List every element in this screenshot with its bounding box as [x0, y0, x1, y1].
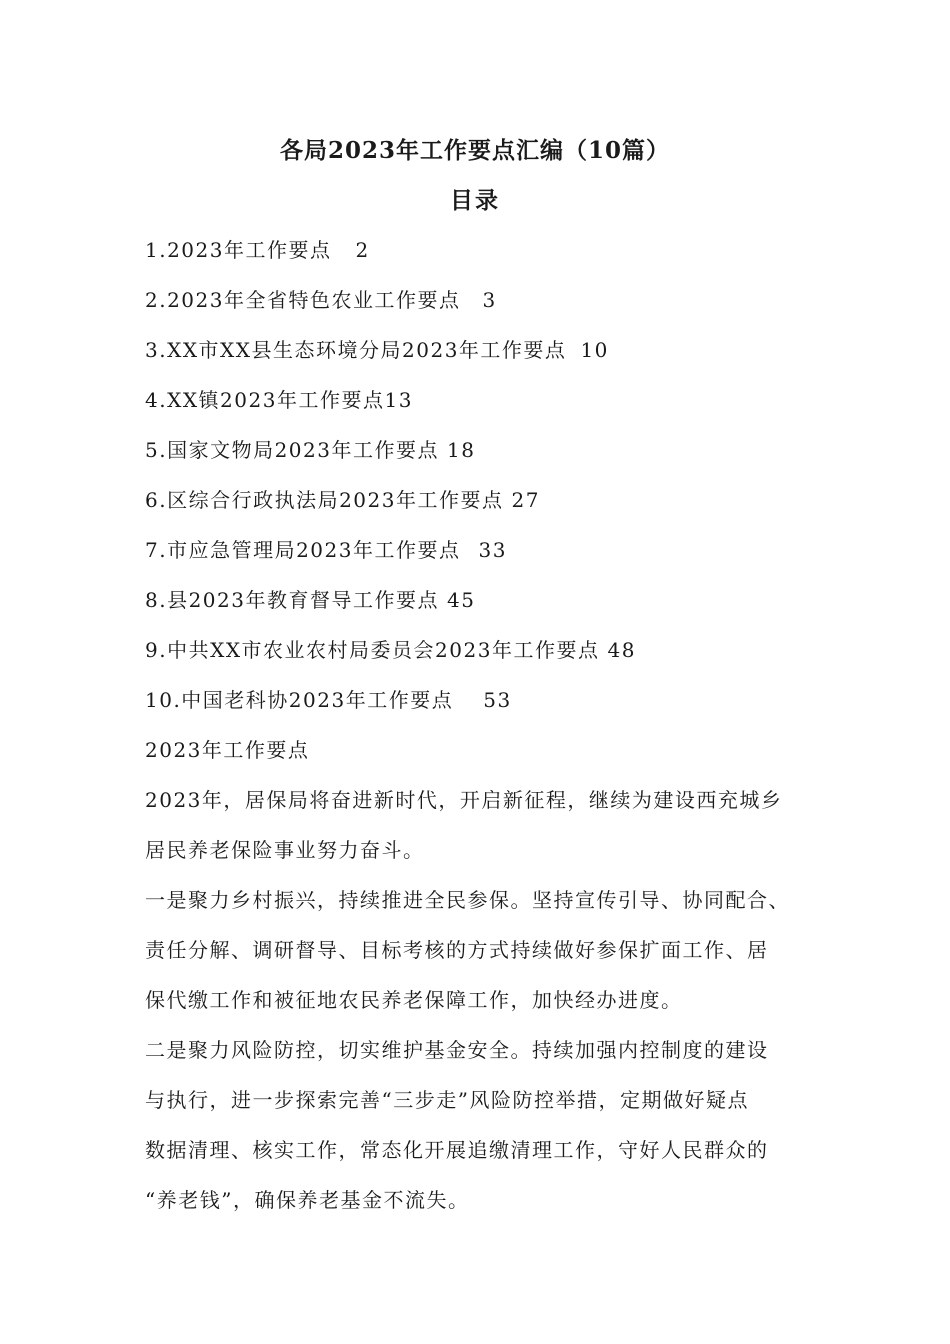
toc-item-label: 9.中共XX市农业农村局委员会2023年工作要点	[145, 638, 600, 662]
paragraph-line: 与执行，进一步探索完善“三步走”风险防控举措，定期做好疑点	[145, 1088, 749, 1112]
toc-item[interactable]	[145, 530, 835, 580]
paragraph-line: 责任分解、调研督导、目标考核的方式持续做好参保扩面工作、居	[145, 938, 769, 962]
toc-item-page: 13	[384, 388, 413, 412]
document-body	[145, 230, 835, 1230]
toc-item-label: 8.县2023年教育督导工作要点	[145, 588, 439, 612]
toc-item[interactable]	[145, 380, 835, 430]
toc-item[interactable]	[145, 280, 835, 330]
toc-item[interactable]	[145, 230, 835, 280]
toc-item[interactable]	[145, 480, 835, 530]
paragraph-line: 二是聚力风险防控，切实维护基金安全。持续加强内控制度的建设	[145, 1038, 769, 1062]
paragraph-line: 居民养老保险事业努力奋斗。	[145, 838, 425, 862]
toc-item[interactable]	[145, 680, 835, 730]
toc-item-page: 53	[483, 688, 512, 712]
toc-heading: 目录	[450, 187, 500, 214]
toc-item-label: 6.区综合行政执法局2023年工作要点	[145, 488, 504, 512]
paragraph	[145, 780, 835, 880]
toc-item-page: 45	[446, 588, 476, 612]
paragraph	[145, 880, 835, 1030]
toc-item[interactable]	[145, 630, 835, 680]
toc-item-page: 33	[478, 538, 507, 562]
document-title: 各局2023年工作要点汇编（10篇）	[279, 137, 671, 164]
section-title: 2023年工作要点	[145, 738, 310, 762]
toc-item-page: 18	[446, 438, 476, 462]
toc-item-page: 2	[355, 238, 370, 262]
paragraph	[145, 1030, 835, 1230]
toc-item-page: 48	[607, 638, 636, 662]
toc-item[interactable]	[145, 330, 835, 380]
toc-item-page: 3	[482, 288, 497, 312]
paragraph-line: “养老钱”，确保养老基金不流失。	[145, 1188, 470, 1212]
paragraph-line: 保代缴工作和被征地农民养老保障工作，加快经办进度。	[145, 988, 683, 1012]
toc-item-label: 2.2023年全省特色农业工作要点	[145, 288, 461, 312]
paragraph-line: 数据清理、核实工作，常态化开展追缴清理工作，守好人民群众的	[145, 1138, 769, 1162]
toc-item-label: 3.XX市XX县生态环境分局2023年工作要点	[145, 338, 567, 362]
toc-item[interactable]	[145, 580, 835, 630]
table-of-contents	[145, 230, 835, 730]
toc-item-label: 10.中国老科协2023年工作要点	[145, 688, 454, 712]
toc-item-label: 7.市应急管理局2023年工作要点	[145, 538, 461, 562]
toc-item-label: 1.2023年工作要点	[145, 238, 332, 262]
paragraph-line: 2023年，居保局将奋进新时代，开启新征程，继续为建设西充城乡	[145, 788, 783, 812]
toc-item-page: 27	[511, 488, 540, 512]
paragraph-line: 一是聚力乡村振兴，持续推进全民参保。坚持宣传引导、协同配合、	[145, 888, 790, 912]
toc-item-page: 10	[580, 338, 609, 362]
toc-item-label: 5.国家文物局2023年工作要点	[145, 438, 439, 462]
toc-item[interactable]	[145, 430, 835, 480]
toc-item-label: 4.XX镇2023年工作要点	[145, 388, 385, 412]
